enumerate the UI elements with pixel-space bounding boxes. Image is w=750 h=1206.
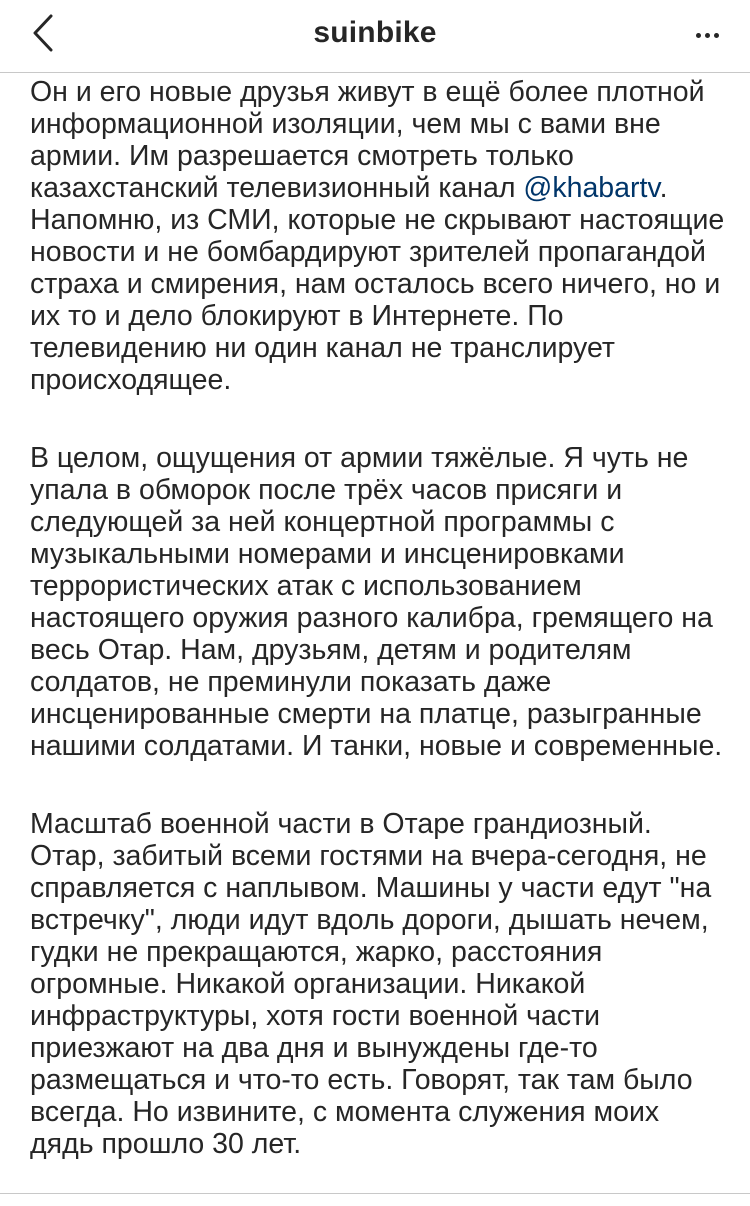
caption-paragraph-3: Масштаб военной части в Отаре грандиозный. Отар, забитый всеми гостями на вчера-сегодня, не справляется с наплывом. Машины у части едут "на встречку", люди идут вдоль дороги, дышать нечем, гудки не прекращаются, жарко, расстояния огромные. Никакой организации. Никакой инфраструктуры, хотя гости военной части приезжают на два дня и вынуждены где-то размещаться и что-то есть. Говорят, так там было всегда. Но извините, с момента служения моих дядь прошло 30 лет. bbox=[30, 808, 712, 1160]
page-title: suinbike bbox=[313, 16, 437, 49]
top-nav-bar bbox=[0, 0, 750, 73]
caption-text: Он и его новые друзья живут в ещё более плотной информационной изоляции, чем мы с вами вне армии. Им разрешается смотреть только казахстанский телевизионный канал bbox=[30, 76, 705, 204]
caption-text: . Напомню, из СМИ, которые не скрывают настоящие новости и не бомбардируют зрителей пропагандой страха и смирения, нам осталось всего ничего, но и их то и дело блокируют в Интернете. По телевидению ни один канал не транслирует происходящее. bbox=[30, 172, 725, 396]
more-options-button[interactable] bbox=[682, 14, 732, 54]
caption-paragraph-2: В целом, ощущения от армии тяжёлые. Я чуть не упала в обморок после трёх часов присяги и следующей за ней концертной программы с музыкальными номерами и инсценировками террористических атак с использованием настоящего оружия разного калибра, гремящего на весь Отар. Нам, друзьям, детям и родителям солдатов, не преминули показать даже инсценированные смерти на платце, разыгранные нашими солдатами. И танки, новые и современные. bbox=[30, 442, 723, 762]
mention-link[interactable]: @khabartv bbox=[523, 172, 660, 204]
more-horizontal-icon bbox=[694, 25, 721, 43]
divider bbox=[0, 1193, 750, 1194]
caption-paragraph-1 bbox=[30, 76, 730, 396]
post-caption bbox=[30, 76, 730, 1206]
